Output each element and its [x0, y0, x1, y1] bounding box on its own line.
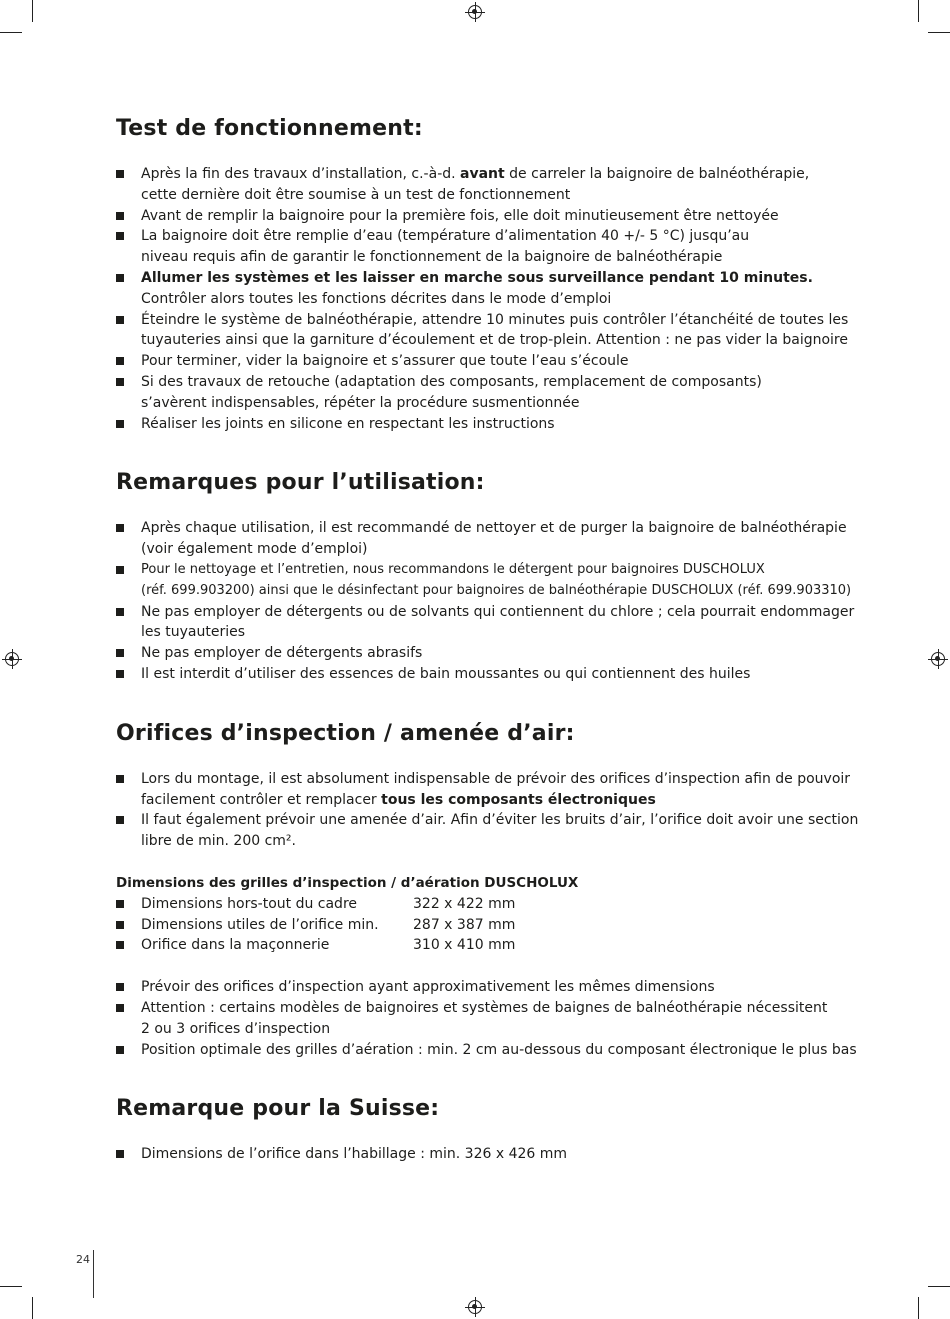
- item-text: Pour le nettoyage et l’entretien, nous recommandons le détergent pour baignoires DUSCHOLUX: [141, 561, 765, 577]
- item-text: les tuyauteries: [141, 624, 246, 641]
- item-text-bold: tous les composants électroniques: [381, 791, 656, 808]
- suisse-list: [116, 1144, 866, 1165]
- item-text: Avant de remplir la baignoire pour la première fois, elle doit minutieusement être nettoyée: [141, 207, 779, 224]
- registration-mark-icon: [931, 652, 945, 666]
- item-text: (réf. 699.903200) ainsi que le désinfectant pour baignoires de balnéothérapie DUSCHOLUX (réf. 699.903310): [141, 582, 852, 598]
- list-item: [116, 351, 866, 372]
- crop-mark: [0, 1286, 22, 1287]
- inspection-list: [116, 769, 866, 852]
- inspection-notes-list: [116, 977, 866, 1060]
- dimensions-list: [116, 894, 866, 956]
- section-title-inspection: Orifices d’inspection / amenée d’air:: [116, 720, 575, 746]
- list-item: [116, 310, 866, 352]
- page-number: 24: [76, 1253, 90, 1266]
- usage-list: [116, 518, 866, 684]
- section-title-suisse: Remarque pour la Suisse:: [116, 1096, 440, 1122]
- item-text: La baignoire doit être remplie d’eau (température d’alimentation 40 +/- 5 °C) jusqu’au: [141, 228, 750, 245]
- list-item: [116, 518, 866, 560]
- crop-mark: [32, 1297, 33, 1319]
- item-text: Réaliser les joints en silicone en respectant les instructions: [141, 415, 555, 432]
- item-text: tuyauteries ainsi que la garniture d’écoulement et de trop-plein. Attention : ne pas vider la baignoire: [141, 332, 848, 349]
- list-item: [116, 810, 866, 852]
- item-text: cette dernière doit être soumise à un test de fonctionnement: [141, 186, 571, 203]
- item-text: libre de min. 200 cm².: [141, 833, 296, 850]
- item-text: de carreler la baignoire de balnéothérapie,: [504, 166, 810, 182]
- item-text: Après chaque utilisation, il est recommandé de nettoyer et de purger la baignoire de balnéothérapie: [141, 520, 847, 537]
- list-item: [116, 164, 866, 206]
- crop-mark: [0, 32, 22, 33]
- item-text: Position optimale des grilles d’aération : min. 2 cm au-dessous du composant électronique le plus bas: [141, 1041, 857, 1058]
- list-item: [116, 372, 866, 414]
- item-text: niveau requis afin de garantir le fonctionnement de la baignoire de balnéothérapie: [141, 249, 723, 266]
- crop-mark: [918, 0, 919, 22]
- dimension-value: 287 x 387 mm: [413, 916, 516, 933]
- item-text: (voir également mode d’emploi): [141, 541, 368, 558]
- section-title-test: Test de fonctionnement:: [116, 116, 423, 141]
- list-item: [116, 1144, 866, 1165]
- item-text-bold: avant: [460, 166, 505, 182]
- list-item: [116, 414, 866, 435]
- item-text: Éteindre le système de balnéothérapie, attendre 10 minutes puis contrôler l’étanchéité de toutes les: [141, 311, 849, 328]
- item-text: Ne pas employer de détergents ou de solvants qui contiennent du chlore ; cela pourrait endommager: [141, 603, 855, 620]
- item-text: Ne pas employer de détergents abrasifs: [141, 645, 423, 662]
- list-item: [116, 664, 866, 685]
- dimension-label: Dimensions hors-tout du cadre: [141, 895, 358, 912]
- page-number-rule: [93, 1250, 94, 1298]
- crop-mark: [928, 1286, 950, 1287]
- list-item: [116, 206, 866, 227]
- list-item: [116, 268, 866, 310]
- dimension-value: 322 x 422 mm: [413, 895, 516, 912]
- dimension-value: 310 x 410 mm: [413, 937, 516, 954]
- item-text: Il est interdit d’utiliser des essences de bain moussantes ou qui contiennent des huiles: [141, 665, 751, 682]
- dimension-label: Orifice dans la maçonnerie: [141, 937, 330, 954]
- section-title-usage: Remarques pour l’utilisation:: [116, 470, 485, 496]
- item-text: Prévoir des orifices d’inspection ayant approximativement les mêmes dimensions: [141, 979, 715, 996]
- item-text: Après la fin des travaux d’installation, c.-à-d.: [141, 166, 461, 182]
- item-text: 2 ou 3 orifices d’inspection: [141, 1020, 331, 1037]
- item-text: Dimensions de l’orifice dans l’habillage : min. 326 x 426 mm: [141, 1146, 568, 1163]
- list-item: [116, 1040, 866, 1061]
- list-item: [116, 602, 866, 644]
- list-item: [116, 560, 866, 602]
- dimensions-heading: Dimensions des grilles d’inspection / d’aération DUSCHOLUX: [116, 874, 579, 891]
- crop-mark: [918, 1297, 919, 1319]
- dimension-row: [116, 894, 866, 915]
- list-item: [116, 998, 866, 1040]
- crop-mark: [32, 0, 33, 22]
- item-text: Lors du montage, il est absolument indispensable de prévoir des orifices d’inspection afin de pouvoir: [141, 770, 851, 787]
- item-text-bold: Allumer les systèmes et les laisser en marche sous surveillance pendant 10 minutes.: [141, 269, 813, 286]
- item-text: facilement contrôler et remplacer: [141, 791, 382, 808]
- list-item: [116, 226, 866, 268]
- item-text: Contrôler alors toutes les fonctions décrites dans le mode d’emploi: [141, 290, 612, 307]
- item-text: Attention : certains modèles de baignoires et systèmes de baignes de balnéothérapie nécessitent: [141, 999, 828, 1016]
- registration-mark-icon: [5, 652, 19, 666]
- item-text: Si des travaux de retouche (adaptation des composants, remplacement de composants): [141, 373, 762, 390]
- item-text: Pour terminer, vider la baignoire et s’assurer que toute l’eau s’écoule: [141, 353, 629, 370]
- list-item: [116, 977, 866, 998]
- dimension-row: [116, 935, 866, 956]
- page-content: [116, 114, 866, 1165]
- crop-mark: [928, 32, 950, 33]
- registration-mark-icon: [468, 1300, 482, 1314]
- test-list: [116, 164, 866, 434]
- list-item: [116, 769, 866, 811]
- dimension-label: Dimensions utiles de l’orifice min.: [141, 916, 379, 933]
- list-item: [116, 643, 866, 664]
- item-text: Il faut également prévoir une amenée d’air. Afin d’éviter les bruits d’air, l’orifice doit avoir une section: [141, 812, 859, 829]
- registration-mark-icon: [468, 5, 482, 19]
- dimension-row: [116, 915, 866, 936]
- item-text: s’avèrent indispensables, répéter la procédure susmentionnée: [141, 394, 580, 411]
